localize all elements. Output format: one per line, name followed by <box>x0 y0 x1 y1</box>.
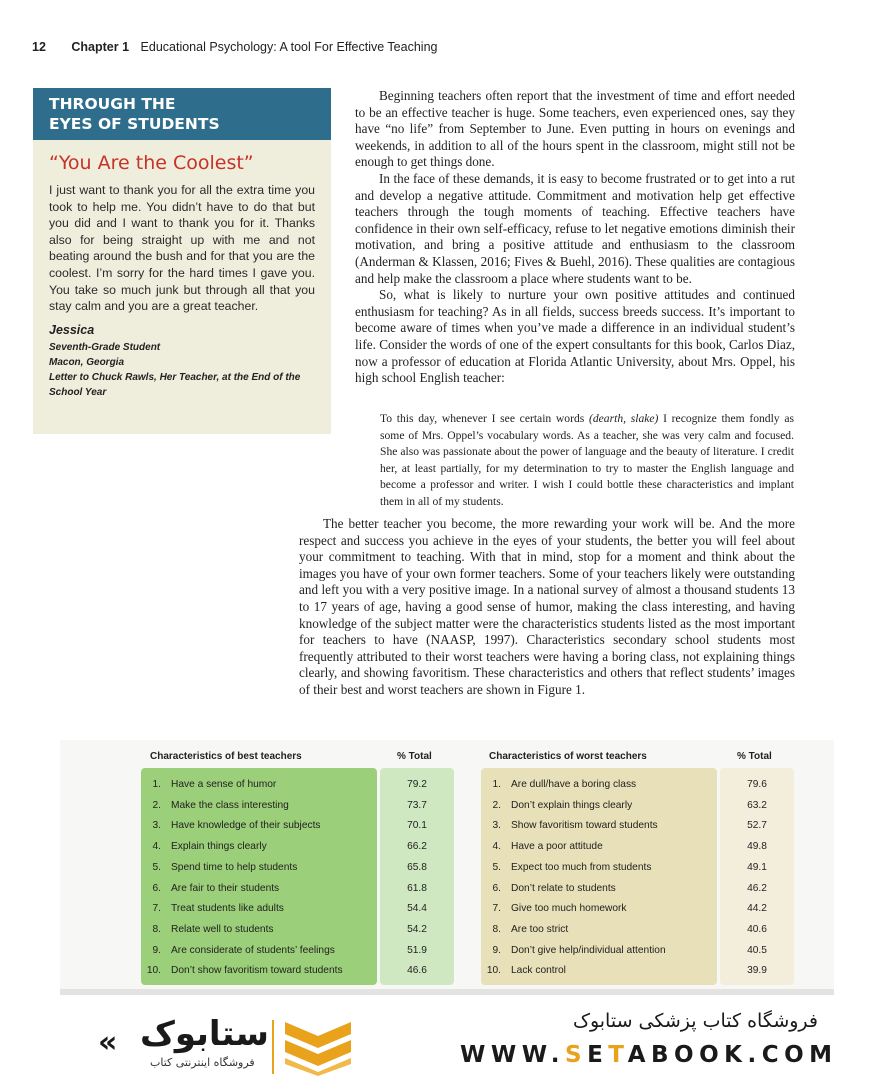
item-number: 3. <box>152 820 161 832</box>
item-label: Are considerate of students’ feelings <box>171 944 335 956</box>
item-number: 5. <box>152 861 161 873</box>
item-number: 4. <box>492 841 501 853</box>
item-number: 2. <box>152 799 161 811</box>
item-label: Are fair to their students <box>171 882 280 894</box>
signer-location: Macon, Georgia <box>49 356 125 368</box>
item-number: 1. <box>152 779 161 790</box>
store-url: WWW.SETABOOK.COM <box>460 1042 838 1068</box>
item-percent: 40.5 <box>747 944 767 956</box>
item-percent: 66.2 <box>407 841 427 853</box>
store-title-persian: فروشگاه کتاب پزشکی ستابوک <box>572 1010 818 1032</box>
item-label: Don’t relate to students <box>511 882 616 894</box>
worst-list-box <box>481 768 717 985</box>
footer-divider <box>272 1020 274 1074</box>
item-number: 5. <box>492 861 501 873</box>
best-total-header: % Total <box>397 751 432 762</box>
item-percent: 49.1 <box>747 861 767 873</box>
chapter-title: Educational Psychology: A tool For Effective Teaching <box>140 40 438 54</box>
item-number: 7. <box>492 903 501 915</box>
worst-total-header: % Total <box>737 751 772 762</box>
item-percent: 70.1 <box>407 820 427 832</box>
item-percent: 63.2 <box>747 799 767 811</box>
item-label: Are dull/have a boring class <box>511 779 637 790</box>
sidebar-box <box>33 88 331 434</box>
worst-header: Characteristics of worst teachers <box>489 751 647 762</box>
item-percent: 54.4 <box>407 903 427 915</box>
sidebar-label <box>33 88 331 140</box>
chevron-stack-icon <box>283 1020 353 1076</box>
item-number: 10. <box>146 965 161 977</box>
sidebar-signature <box>49 323 315 400</box>
item-number: 6. <box>492 882 501 894</box>
sidebar-title: “You Are the Coolest” <box>49 152 254 174</box>
item-percent: 73.7 <box>407 799 427 811</box>
main-column-bottom <box>299 516 795 699</box>
paragraph-1: Beginning teachers often report that the investment of time and effort needed to be an effective teacher is huge. Some teachers, even experienced ones, say they have “no life” from September to June. Even putting in hours on evenings and weekends, in addition to all of the hours spent in the classroom, might still not be enough to get things done. <box>355 88 795 170</box>
item-percent: 46.6 <box>407 965 427 977</box>
sidebar-label-line1: THROUGH THE <box>49 95 176 113</box>
item-percent: 52.7 <box>747 820 767 832</box>
quote-text-start: To this day, whenever I see certain words <box>380 412 589 425</box>
paragraph-3: So, what is likely to nurture your own positive attitudes and continued enthusiasm for teaching? As in all fields, success breeds success. It’s important to become aware of times when you’ve made a difference in an individual student’s life. Consider the words of one of the expert consultants for this book, Carlos Diaz, now a professor of education at Florida Atlantic University, about Mrs. Oppel, his high school English teacher: <box>355 287 795 386</box>
item-number: 2. <box>492 799 501 811</box>
item-percent: 61.8 <box>407 882 427 894</box>
running-header <box>32 40 437 54</box>
item-number: 1. <box>492 779 501 790</box>
figure-shadow <box>60 989 834 995</box>
item-percent: 44.2 <box>747 903 767 915</box>
store-logo-word: ستابوک <box>140 1014 269 1054</box>
best-values-box <box>380 768 454 985</box>
paragraph-2: In the face of these demands, it is easy to become frustrated or to get into a rut and develop a negative attitude. Commitment and motivation help get effective teachers through the tough moments of teaching. Effective teachers have confidence in their own self-efficacy, refuse to let negative emotions diminish their motivation, and bring a positive attitude and enthusiasm to the classroom (Anderman & Klassen, 2016; Fives & Buehl, 2016). These qualities are contagious and help make the classroom a place where students want to be. <box>355 170 795 286</box>
item-percent: 79.6 <box>747 779 767 790</box>
item-label: Treat students like adults <box>171 903 284 915</box>
item-label: Are too strict <box>511 923 569 935</box>
item-label: Show favoritism toward students <box>511 820 658 832</box>
chapter-label: Chapter 1 <box>71 40 130 54</box>
signer-name: Jessica <box>49 322 95 337</box>
sidebar-body: I just want to thank you for all the extra time you took to help me. You didn’t have to do that but you did and I want to thank you for it. Thanks also for being straight up with me and not beating around the bush and for that you are the coolest. I’m sorry for the hard times I gave you. You take so much junk but through all that you stay calm and you are a great teacher. <box>49 183 315 314</box>
item-label: Expect too much from students <box>511 861 652 873</box>
item-label: Lack control <box>511 965 566 977</box>
quote-text-end: I recognize them fondly as some of Mrs. Oppel’s vocabulary words. As a teacher, she was very calm and focused. She also was passionate about the power of language and the beauty of literature. I credit her, at least partially, for my determination to try to master the English language and become a professor and writer. I wish I could bottle these characteristics and implant them in all of my students. <box>380 412 794 508</box>
item-percent: 51.9 <box>407 944 427 956</box>
item-number: 7. <box>152 903 161 915</box>
item-percent: 46.2 <box>747 882 767 894</box>
item-number: 9. <box>152 944 161 956</box>
item-label: Make the class interesting <box>171 799 289 811</box>
item-label: Relate well to students <box>171 923 274 935</box>
signer-role: Seventh-Grade Student <box>49 341 161 353</box>
best-header: Characteristics of best teachers <box>150 751 302 762</box>
item-label: Have a poor attitude <box>511 841 603 853</box>
sidebar-label-line2: EYES OF STUDENTS <box>49 115 220 133</box>
item-label: Don’t show favoritism toward students <box>171 965 343 977</box>
block-quote <box>380 411 794 510</box>
item-number: 10. <box>486 965 501 977</box>
item-label: Give too much homework <box>511 903 627 915</box>
item-percent: 65.8 <box>407 861 427 873</box>
item-number: 8. <box>152 923 161 935</box>
best-list-box <box>141 768 377 985</box>
item-number: 4. <box>152 841 161 853</box>
worst-values-box <box>720 768 794 985</box>
item-percent: 39.9 <box>747 965 767 977</box>
logo-arrows-icon: « <box>98 1025 114 1060</box>
item-label: Have knowledge of their subjects <box>171 820 321 832</box>
item-percent: 40.6 <box>747 923 767 935</box>
quote-words: (dearth, slake) <box>588 412 659 425</box>
store-logo-subtitle: فروشگاه اینترنتی کتاب <box>150 1056 255 1069</box>
item-label: Don’t give help/individual attention <box>511 944 666 956</box>
item-label: Spend time to help students <box>171 861 298 873</box>
item-percent: 79.2 <box>407 779 427 790</box>
signer-note: Letter to Chuck Rawls, Her Teacher, at the End of the School Year <box>49 371 301 398</box>
item-label: Have a sense of humor <box>171 779 277 790</box>
item-number: 9. <box>492 944 501 956</box>
page-number: 12 <box>32 40 46 54</box>
main-column-top <box>355 88 795 387</box>
paragraph-4: The better teacher you become, the more rewarding your work will be. And the more respect and success you achieve in the eyes of your students, the better you will feel about your commitment to teaching. With that in mind, stop for a moment and think about the images you have of your own former teachers. Some of your teachers likely were outstanding and left you with a very positive image. In a national survey of almost a thousand students 13 to 17 years of age, having a good sense of humor, making the class interesting, and having knowledge of the subject matter were the characteristics students listed as the most important for teachers to have (NAASP, 1997). Characteristics secondary school students most frequently attributed to their worst teachers were having a boring class, not explaining things clearly, and showing favoritism. These characteristics and others that reflect students’ images of their best and worst teachers are shown in Figure 1. <box>299 516 795 697</box>
item-number: 6. <box>152 882 161 894</box>
item-percent: 49.8 <box>747 841 767 853</box>
item-label: Explain things clearly <box>171 841 267 853</box>
item-label: Don’t explain things clearly <box>511 799 633 811</box>
item-percent: 54.2 <box>407 923 427 935</box>
item-number: 3. <box>492 820 501 832</box>
item-number: 8. <box>492 923 501 935</box>
